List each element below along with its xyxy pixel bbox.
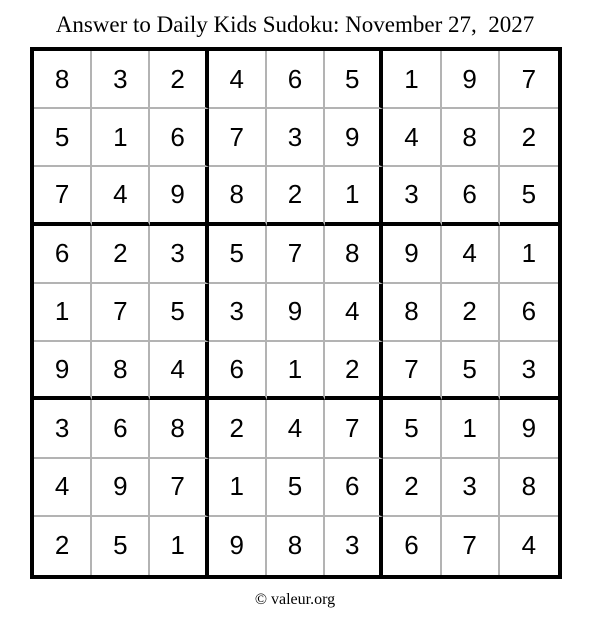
sudoku-cell-r9-c1: 2 (34, 517, 92, 575)
sudoku-cell-r5-c2: 7 (92, 284, 150, 342)
sudoku-cell-r6-c9: 3 (500, 342, 558, 400)
sudoku-cell-r2-c7: 4 (383, 109, 441, 167)
sudoku-cell-r4-c3: 3 (150, 226, 208, 284)
sudoku-cell-r1-c3: 2 (150, 51, 208, 109)
sudoku-cell-r4-c2: 2 (92, 226, 150, 284)
sudoku-cell-r4-c5: 7 (267, 226, 325, 284)
sudoku-cell-r4-c4: 5 (209, 226, 267, 284)
sudoku-cell-r4-c9: 1 (500, 226, 558, 284)
sudoku-cell-r1-c6: 5 (325, 51, 383, 109)
sudoku-cell-r6-c4: 6 (209, 342, 267, 400)
sudoku-cell-r5-c5: 9 (267, 284, 325, 342)
sudoku-cell-r3-c5: 2 (267, 167, 325, 225)
sudoku-cell-r5-c6: 4 (325, 284, 383, 342)
sudoku-cell-r8-c8: 3 (442, 459, 500, 517)
sudoku-cell-r5-c7: 8 (383, 284, 441, 342)
sudoku-cell-r8-c7: 2 (383, 459, 441, 517)
sudoku-cell-r2-c5: 3 (267, 109, 325, 167)
sudoku-cell-r9-c5: 8 (267, 517, 325, 575)
sudoku-cell-r3-c2: 4 (92, 167, 150, 225)
sudoku-cell-r6-c5: 1 (267, 342, 325, 400)
sudoku-cell-r5-c4: 3 (209, 284, 267, 342)
sudoku-cell-r3-c9: 5 (500, 167, 558, 225)
sudoku-cell-r3-c6: 1 (325, 167, 383, 225)
sudoku-cell-r4-c8: 4 (442, 226, 500, 284)
sudoku-cell-r9-c7: 6 (383, 517, 441, 575)
sudoku-cell-r3-c8: 6 (442, 167, 500, 225)
sudoku-cell-r3-c1: 7 (34, 167, 92, 225)
sudoku-cell-r9-c8: 7 (442, 517, 500, 575)
sudoku-cell-r1-c7: 1 (383, 51, 441, 109)
sudoku-cell-r3-c4: 8 (209, 167, 267, 225)
sudoku-cell-r5-c8: 2 (442, 284, 500, 342)
sudoku-cell-r9-c9: 4 (521, 530, 537, 561)
sudoku-cell-r8-c4: 1 (209, 459, 267, 517)
sudoku-cell-r6-c8: 5 (442, 342, 500, 400)
sudoku-cell-r7-c1: 3 (34, 400, 92, 458)
sudoku-cell-r6-c6: 2 (325, 342, 383, 400)
sudoku-cell-r3-c3: 9 (150, 167, 208, 225)
sudoku-cell-r7-c3: 8 (150, 400, 208, 458)
sudoku-cell-r8-c6: 6 (325, 459, 383, 517)
sudoku-cell-r5-c1: 1 (34, 284, 92, 342)
sudoku-cell-r2-c4: 7 (209, 109, 267, 167)
sudoku-cell-r8-c3: 7 (150, 459, 208, 517)
sudoku-cell-r9-c3: 1 (150, 517, 208, 575)
sudoku-cell-r5-c9: 6 (500, 284, 558, 342)
sudoku-cell-r8-c2: 9 (92, 459, 150, 517)
sudoku-cell-r2-c8: 8 (442, 109, 500, 167)
page-title: Answer to Daily Kids Sudoku: November 27, 2027 (55, 12, 535, 37)
sudoku-cell-r7-c2: 6 (92, 400, 150, 458)
sudoku-cell-r1-c5: 6 (267, 51, 325, 109)
copyright-footer: © valeur.org (254, 591, 336, 608)
sudoku-cell-r8-c5: 5 (267, 459, 325, 517)
sudoku-cell-r9-c2: 5 (92, 517, 150, 575)
sudoku-cell-r7-c8: 1 (442, 400, 500, 458)
sudoku-cell-r2-c3: 6 (150, 109, 208, 167)
sudoku-cell-r1-c9: 7 (500, 51, 558, 109)
sudoku-cell-r4-c7: 9 (383, 226, 441, 284)
sudoku-cell-r3-c7: 3 (383, 167, 441, 225)
sudoku-cell-r1-c4: 4 (209, 51, 267, 109)
sudoku-cell-r1-c2: 3 (92, 51, 150, 109)
sudoku-cell-r8-c1: 4 (34, 459, 92, 517)
sudoku-cell-r1-c1: 8 (34, 51, 92, 109)
sudoku-cell-r7-c5: 4 (267, 400, 325, 458)
sudoku-cell-r9-c6: 3 (325, 517, 383, 575)
sudoku-cell-r6-c3: 4 (150, 342, 208, 400)
sudoku-cell-r7-c9: 9 (500, 400, 558, 458)
sudoku-cell-r1-c8: 9 (442, 51, 500, 109)
sudoku-cell-r2-c2: 1 (92, 109, 150, 167)
sudoku-cell-r2-c1: 5 (34, 109, 92, 167)
sudoku-cell-r5-c3: 5 (150, 284, 208, 342)
sudoku-cell-r7-c7: 5 (383, 400, 441, 458)
sudoku-cell-r7-c4: 2 (209, 400, 267, 458)
sudoku-cell-r8-c9: 8 (500, 459, 558, 517)
sudoku-cell-r9-c4: 9 (209, 517, 267, 575)
sudoku-cell-r6-c1: 9 (34, 342, 92, 400)
sudoku-cell-r6-c2: 8 (92, 342, 150, 400)
sudoku-cell-r2-c6: 9 (325, 109, 383, 167)
sudoku-cell-r4-c1: 6 (34, 226, 92, 284)
sudoku-grid (30, 47, 562, 579)
sudoku-cell-r7-c6: 7 (325, 400, 383, 458)
sudoku-cell-r4-c6: 8 (325, 226, 383, 284)
sudoku-cell-r2-c9: 2 (500, 109, 558, 167)
sudoku-cell-r6-c7: 7 (383, 342, 441, 400)
